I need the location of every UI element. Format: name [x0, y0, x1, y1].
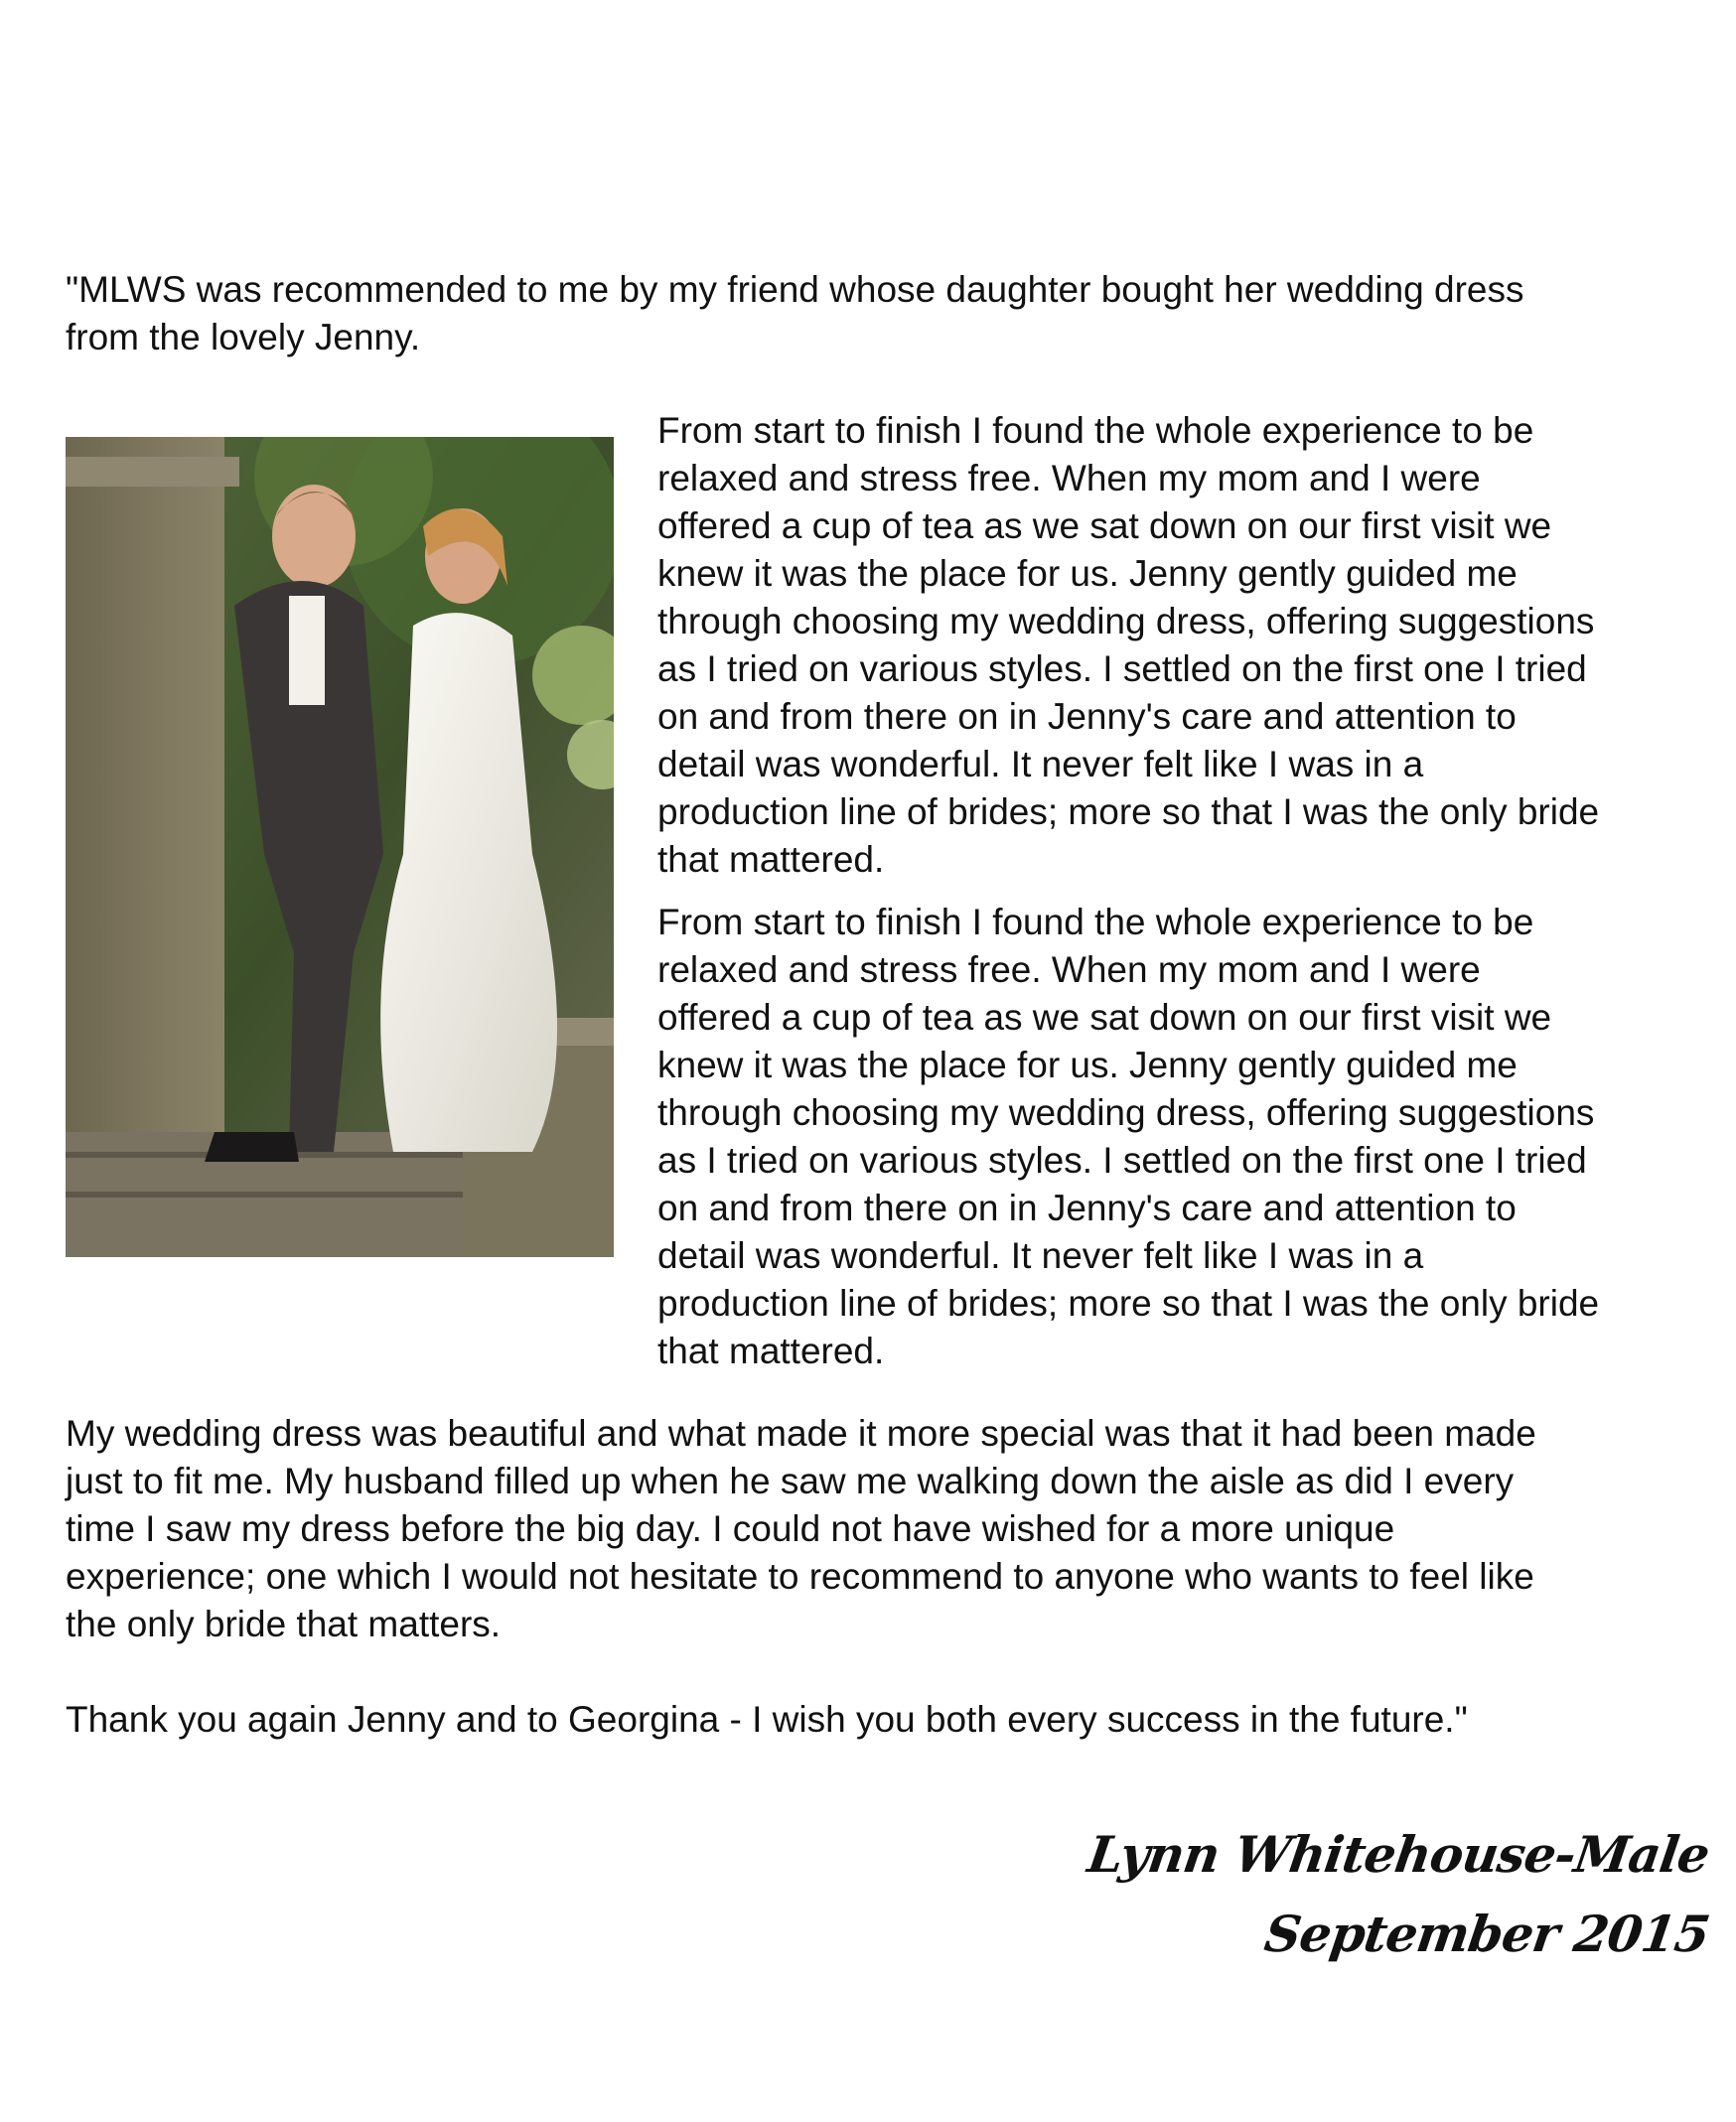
closing-paragraph: My wedding dress was beautiful and what made it more special was that it had been made just to fit me. My husband filled up when he saw me walking down the aisle as did I every time I saw my dress before the big day. I could not have wished for a more unique experience; one which I would not hesitate to recommend to anyone who wants to feel like the only bride that matters. [66, 1413, 1536, 1644]
wedding-couple-photo [66, 437, 614, 1257]
signature-date: September 2015 [1260, 1905, 1713, 1963]
thanks-paragraph: Thank you again Jenny and to Georgina - I wish you both every success in the future." [66, 1699, 1468, 1740]
body-paragraph-1: From start to finish I found the whole experience to be relaxed and stress free. When my mom and I were offered a cup of tea as we sat down on our first visit we knew it was the place for us. Jenny gently guided me through choosing my wedding dress, offering suggestions as I tried on various styles. I settled on the first one I tried on and from there on in Jenny's care and attention to detail was wonderful. It never felt like I was in a production line of brides; more so that I was the only bride that mattered. [657, 410, 1600, 880]
signature-name: Lynn Whitehouse-Male [1084, 1825, 1713, 1884]
intro-paragraph: "MLWS was recommended to me by my friend whose daughter bought her wedding dress from the lovely Jenny. [66, 269, 1524, 357]
body-paragraph-2: From start to finish I found the whole experience to be relaxed and stress free. When my mom and I were offered a cup of tea as we sat down on our first visit we knew it was the place for us. Jenny gently guided me through choosing my wedding dress, offering suggestions as I tried on various styles. I settled on the first one I tried on and from there on in Jenny's care and attention to detail was wonderful. It never felt like I was in a production line of brides; more so that I was the only bride that mattered. [657, 902, 1600, 1371]
